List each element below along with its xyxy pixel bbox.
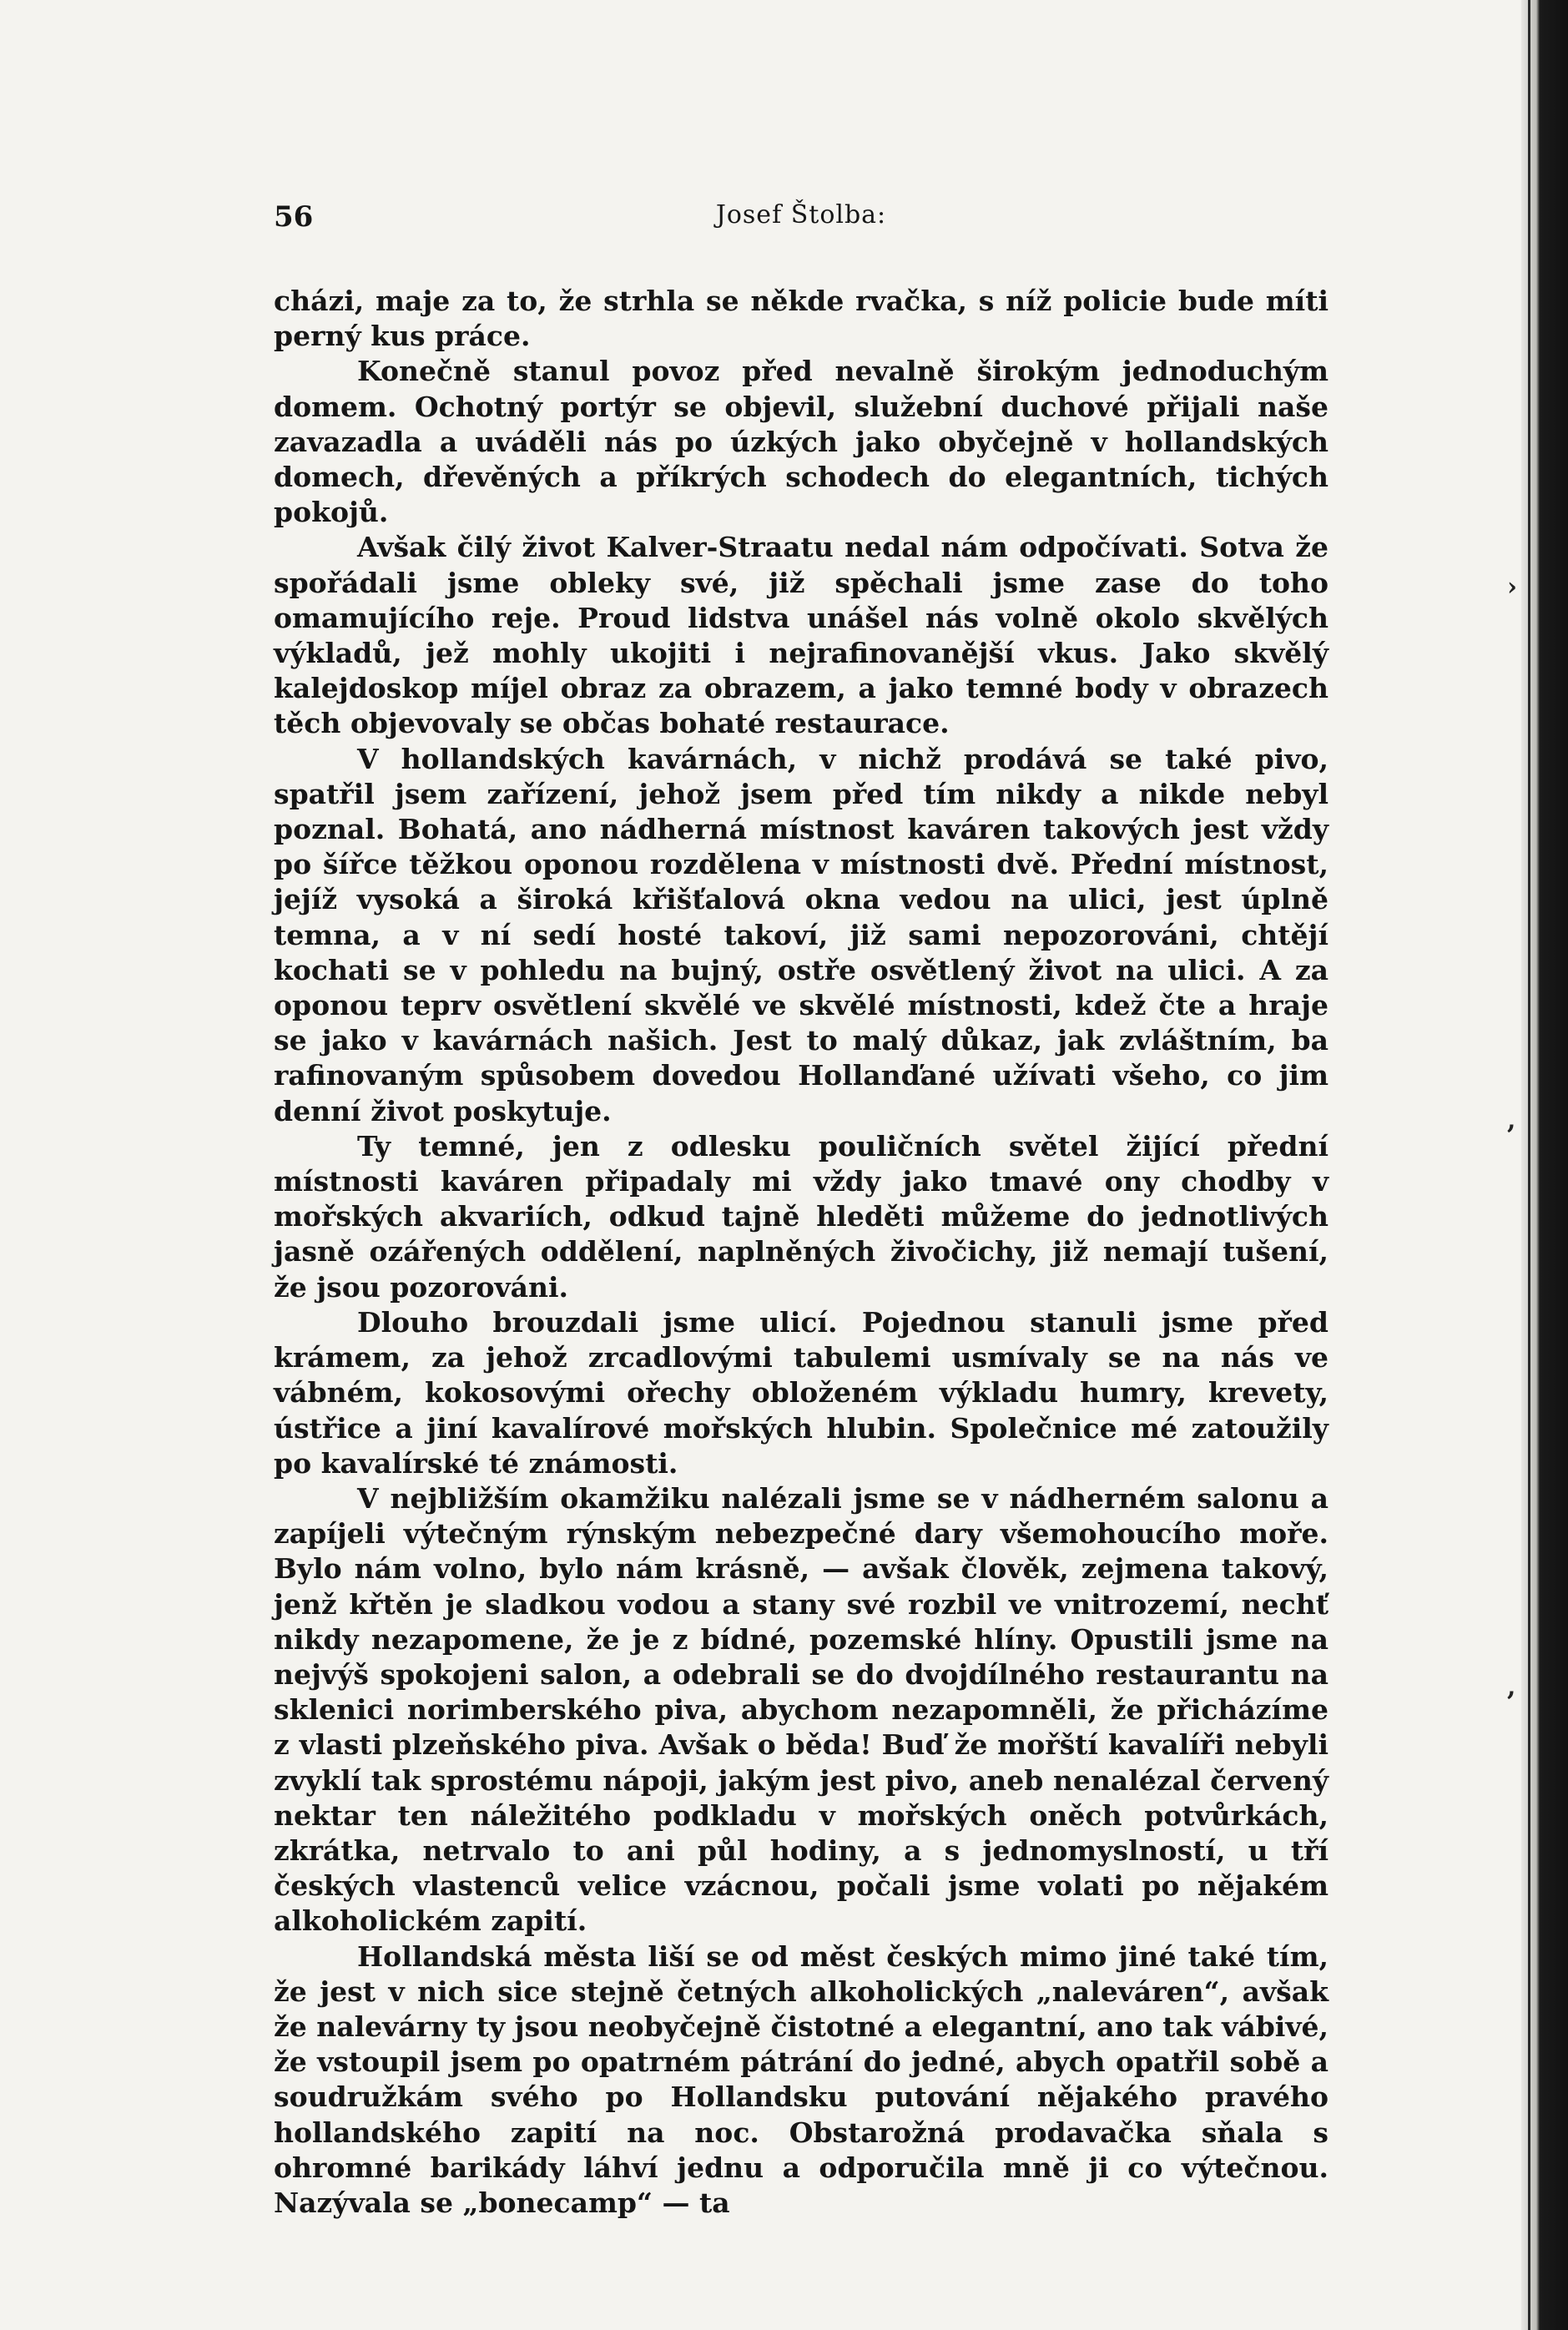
paragraph: V hollandských kavárnách, v nichž prodává se také pivo, spatřil jsem zařízení, jehož jsem před tím nikdy a nikde nebyl poznal. Bohatá, ano nádherná místnost kaváren takových jest vždy po šířce těžkou oponou rozdělena v místnosti dvě. Přední místnost, jejíž vysoká a široká křišťalová okna vedou na ulici, jest úplně temna, a v ní sedí hosté takoví, již sami nepozorováni, chtějí kochati se v pohledu na bujný, ostře osvětlený život na ulici. A za oponou teprv osvětlení skvělé ve skvělé místnosti, kdež čte a hraje se jako v kavárnách našich. Jest to malý důkaz, jak zvláštním, ba rafinovaným spůsobem dovedou Hollanďané užívati všeho, co jim denní život poskytuje. bbox=[274, 742, 1329, 1127]
running-head: Josef Štolba: bbox=[715, 200, 887, 229]
paragraph: Dlouho brouzdali jsme ulicí. Pojednou stanuli jsme před krámem, za jehož zrcadlovými tabulemi usmívaly se na nás ve vábném, kokosovými ořechy obloženém výkladu humry, krevety, ústřice a jiní kavalírové mořských hlubin. Společnice mé zatoužily po kavalírské té známosti. bbox=[274, 1305, 1329, 1480]
paragraph: Avšak čilý život Kalver-Straatu nedal nám odpočívati. Sotva že spořádali jsme obleky své, již spěchali jsme zase do toho omamujícího reje. Proud lidstva unášel nás volně okolo skvělých výkladů, jež mohly ukojiti i nejrafinovanější vkus. Jako skvělý kalejdoskop míjel obraz za obrazem, a jako temné body v obrazech těch objevovaly se občas bohaté restaurace. bbox=[274, 531, 1329, 740]
page-number: 56 bbox=[274, 200, 314, 234]
paragraph: Ty temné, jen z odlesku pouličních světel žijící přední místnosti kaváren připadaly mi vždy jako tmavé ony chodby v mořských akvariích, odkud tajně hleděti můžeme do jednotlivých jasně ozářených oddělení, naplněných živočichy, již nemají tušení, že jsou pozorováni. bbox=[274, 1129, 1329, 1304]
body-text bbox=[274, 284, 1329, 2221]
margin-speck: › bbox=[1507, 572, 1517, 602]
paragraph: cházi, maje za to, že strhla se někde rvačka, s níž policie bude míti perný kus práce. bbox=[274, 285, 1329, 353]
page-edge bbox=[1521, 0, 1568, 2330]
page-header bbox=[274, 200, 1329, 242]
paragraph: Konečně stanul povoz před nevalně širokým jednoduchým domem. Ochotný portýr se objevil, služební duchové přijali naše zavazadla a uváděli nás po úzkých jako obyčejně v hollandských domech, dřevěných a příkrých schodech do elegantních, tichých pokojů. bbox=[274, 355, 1329, 529]
margin-speck: , bbox=[1507, 1106, 1516, 1135]
paragraph: V nejbližším okamžiku nalézali jsme se v nádherném salonu a zapíjeli výtečným rýnským nebezpečné dary všemohoucího moře. Bylo nám volno, bylo nám krásně, — avšak člověk, zejmena takový, jenž křtěn je sladkou vodou a stany své rozbil ve vnitrozemí, nechť nikdy nezapomene, že je z bídné, pozemské hlíny. Opustili jsme na nejvýš spokojeni salon, a odebrali se do dvojdílného restaurantu na sklenici norimberského piva, abychom nezapomněli, že přicházíme z vlasti plzeňského piva. Avšak o běda! Buď že mořští kavalíři nebyli zvyklí tak sprostému nápoji, jakým jest pivo, aneb nenalézal červený nektar ten náležitého podkladu v mořských oněch potvůrkách, zkrátka, netrvalo to ani půl hodiny, a s jednomyslností, u tří českých vlastenců velice vzácnou, počali jsme volati po nějakém alkoholickém zapití. bbox=[274, 1481, 1329, 1938]
margin-speck: , bbox=[1507, 1672, 1516, 1702]
paragraph: Hollandská města liší se od měst českých mimo jiné také tím, že jest v nich sice stejně četných alkoholických „naleváren“, avšak že nalevárny ty jsou neobyčejně čistotné a elegantní, ano tak vábivé, že vstoupil jsem po opatrném pátrání do jedné, abych opatřil sobě a soudružkám svého po Hollandsku putování nějakého pravého hollandského zapití na noc. Obstarožná prodavačka sňala s ohromné barikády láhví jednu a odporučila mně ji co výtečnou. Nazývala se „bonecamp“ — ta bbox=[274, 1939, 1329, 2219]
